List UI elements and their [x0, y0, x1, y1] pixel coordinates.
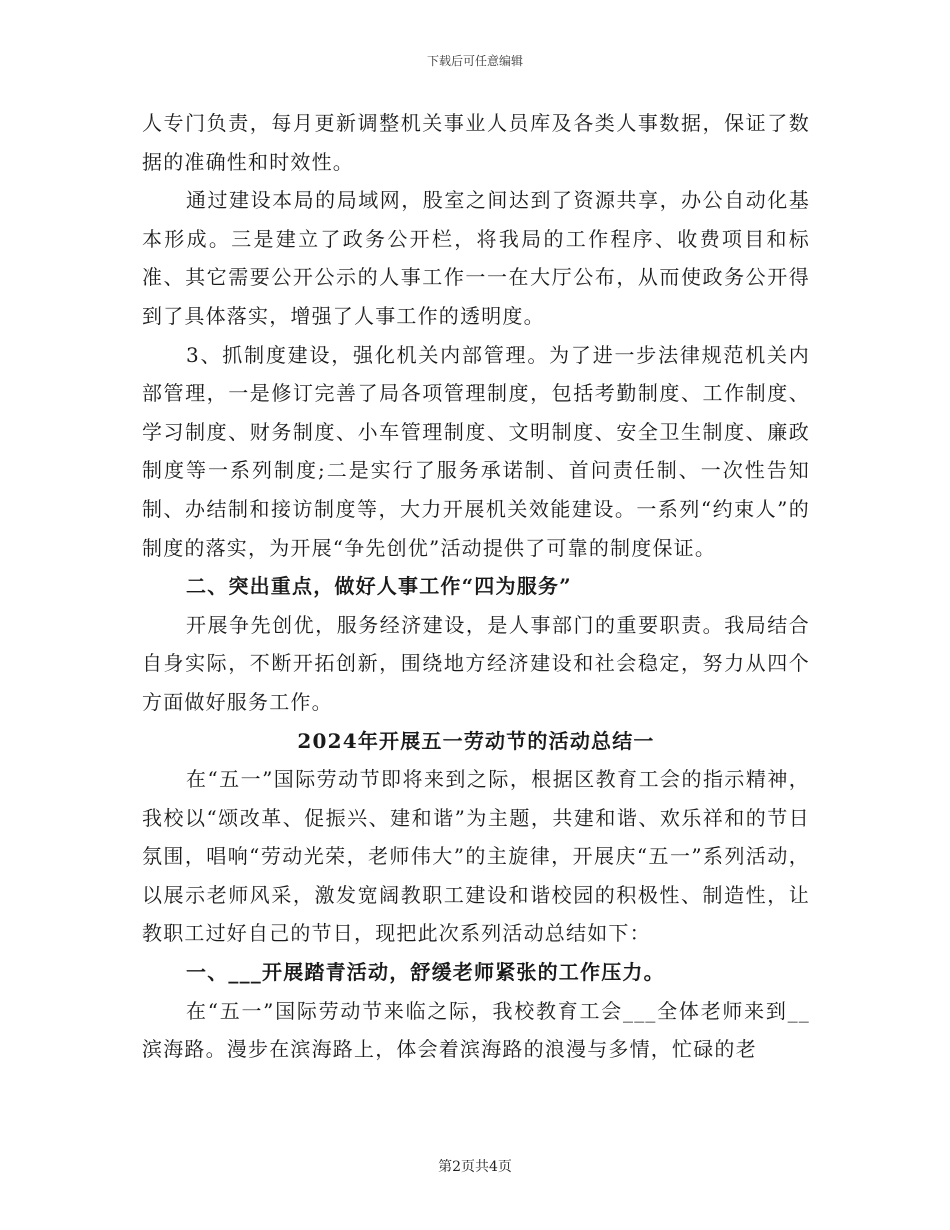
section-heading-four-services: 二、突出重点，做好人事工作“四为服务” — [186, 574, 572, 599]
page-header: 下载后可任意编辑 — [426, 54, 523, 68]
paragraph-binhai-road: 在“五一”国际劳动节来临之际，我校教育工会___全体老师来到__滨海路。漫步在滨海路上，体会着滨海路的浪漫与多情，忙碌的老 — [142, 998, 810, 1062]
document-body — [142, 104, 810, 1069]
paragraph-lan-and-public-board: 通过建设本局的局域网，股室之间达到了资源共享，办公自动化基本形成。三是建立了政务公开栏，将我局的工作程序、收费项目和标准、其它需要公开公示的人事工作一一在大厅公布，从而使政务公开得到了具体落实，增强了人事工作的透明度。 — [142, 188, 810, 328]
page-footer: 第2页共4页 — [438, 1159, 512, 1175]
section-heading-outing: 一、___开展踏青活动，舒缓老师紧张的工作压力。 — [186, 960, 665, 985]
summary-title: 2024年开展五一劳动节的活动总结一 — [297, 728, 655, 753]
paragraph-serve-economy: 开展争先创优，服务经济建设，是人事部门的重要职责。我局结合自身实际，不断开拓创新，围绕地方经济建设和社会稳定，努力从四个方面做好服务工作。 — [142, 612, 810, 714]
paragraph-system-building: 3、抓制度建设，强化机关内部管理。为了进一步法律规范机关内部管理，一是修订完善了局各项管理制度，包括考勤制度、工作制度、学习制度、财务制度、小车管理制度、文明制度、安全卫生制度、廉政制度等一系列制度;二是实行了服务承诺制、首问责任制、一次性告知制、办结制和接访制度等，大力开展机关效能建设。一系列“约束人”的制度的落实，为开展“争先创优”活动提供了可靠的制度保证。 — [142, 342, 810, 560]
paragraph-personnel-data: 人专门负责，每月更新调整机关事业人员库及各类人事数据，保证了数据的准确性和时效性。 — [142, 111, 810, 174]
paragraph-may-day-intro: 在“五一”国际劳动节即将来到之际，根据区教育工会的指示精神，我校以“颂改革、促振兴、建和谐”为主题，共建和谐、欢乐祥和的节日氛围，唱响“劳动光荣，老师伟大”的主旋律，开展庆“五一”系列活动，以展示老师风采，激发宽阔教职工建设和谐校园的积极性、制造性，让教职工过好自己的节日，现把此次系列活动总结如下： — [142, 767, 810, 946]
